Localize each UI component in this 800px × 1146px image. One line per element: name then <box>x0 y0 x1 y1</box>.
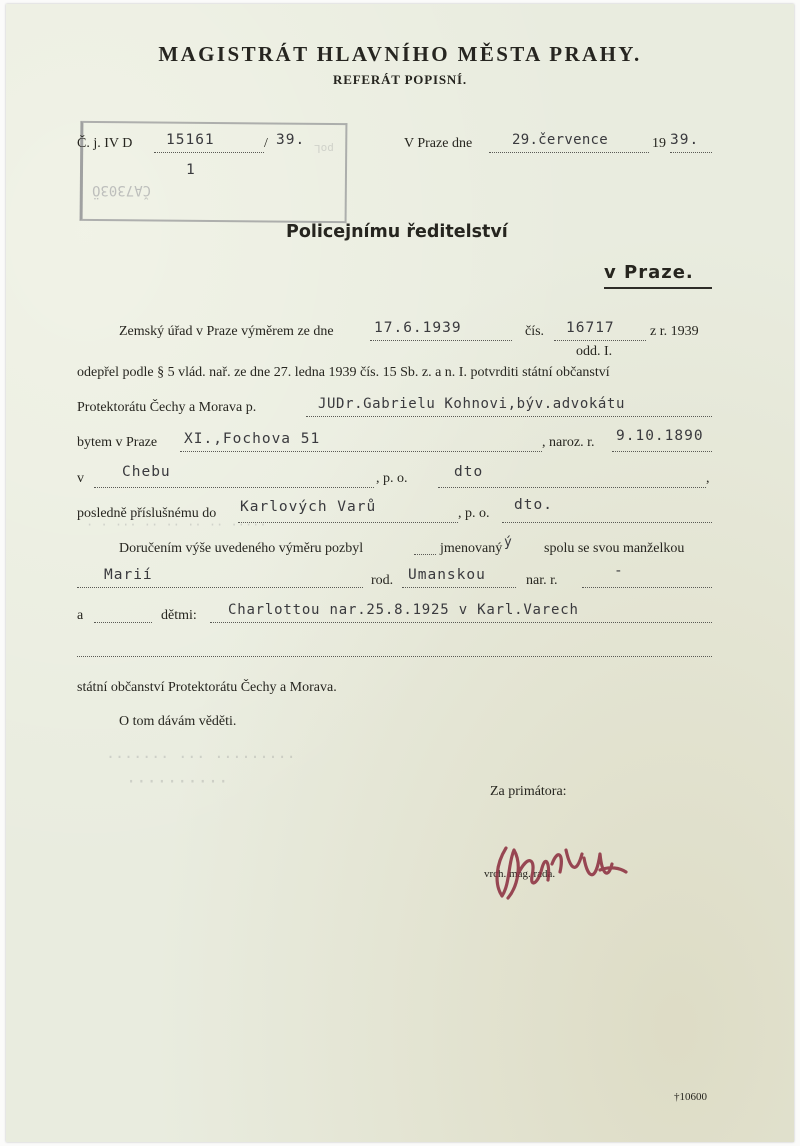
domicile-po-line <box>502 522 712 523</box>
children-label: dětmi: <box>161 608 197 623</box>
decision-date-line <box>370 340 512 341</box>
signature-title: vrch. mag. rada. <box>484 868 556 880</box>
wife-rod-label: rod. <box>371 573 394 588</box>
gender-suffix: ý <box>504 535 513 550</box>
wife-birth: - <box>614 563 624 579</box>
decision-number: 16717 <box>566 320 615 336</box>
addressee-line2: v Praze. <box>604 262 694 283</box>
body-p1-b: čís. <box>525 324 545 339</box>
body-p1-line2: odepřel podle § 5 vlád. nař. ze dne 27. ledna 1939 čís. 15 Sb. z. a n. I. potvrditi státní občanství <box>77 365 610 380</box>
wife-birth-line <box>582 587 712 588</box>
body-p1-line6a: posledně příslušnému do <box>77 506 217 521</box>
body-p1-line4a: bytem v Praze <box>77 435 158 450</box>
ref-separator: / <box>264 136 268 151</box>
residence-line <box>180 451 542 452</box>
domicile: Karlových Varů <box>240 499 377 515</box>
birth-place-line <box>94 487 374 488</box>
page-title: MAGISTRÁT HLAVNÍHO MĚSTA PRAHY. <box>158 42 642 66</box>
children: Charlottou nar.25.8.1925 v Karl.Varech <box>228 602 579 618</box>
date-year-line <box>670 152 712 153</box>
children-line2 <box>77 656 712 657</box>
birth-date-line <box>612 451 712 452</box>
person-name: JUDr.Gabrielu Kohnovi,býv.advokátu <box>318 396 625 412</box>
children-line <box>210 622 712 623</box>
body-p2-end: státní občanství Protektorátu Čechy a Morava. <box>77 680 337 695</box>
p2-dots <box>414 554 436 555</box>
residence: XI.,Fochova 51 <box>184 431 321 447</box>
birth-po: dto <box>454 464 484 480</box>
domicile-po: dto. <box>514 497 553 513</box>
ref-number-line <box>154 152 264 153</box>
wife-birth-label: nar. r. <box>526 573 558 588</box>
domicile-line <box>238 522 458 523</box>
ref-year: 39. <box>276 132 306 148</box>
body-p1-line5b: , p. o. <box>376 471 408 486</box>
body-p2-b: jmenovaný <box>440 541 503 556</box>
ref-number: 15161 <box>166 132 215 148</box>
body-p1-line5a: v <box>77 471 84 486</box>
date-prefix: V Praze dne <box>404 136 473 151</box>
ref-sub: 1 <box>186 162 196 178</box>
body-p1-line6b: , p. o. <box>458 506 490 521</box>
birth-date: 9.10.1890 <box>616 428 704 444</box>
birth-place: Chebu <box>122 464 171 480</box>
ref-label: Č. j. IV D <box>77 136 133 151</box>
wife-maiden-line <box>402 587 516 588</box>
signature-for-label: Za primátora: <box>490 784 567 799</box>
body-p1-c: z r. 1939 <box>650 324 699 339</box>
wife-name-line <box>77 587 363 588</box>
wife-name: Marií <box>104 567 153 583</box>
children-count-line <box>94 622 152 623</box>
addressee-underline <box>604 287 712 289</box>
body-p1-line4b: , naroz. r. <box>542 435 595 450</box>
body-p1-line5c: , <box>706 471 710 486</box>
decision-date: 17.6.1939 <box>374 320 462 336</box>
body-p2-a: Doručením výše uvedeného výměru pozbyl <box>119 541 364 556</box>
addressee-line1: Policejnímu ředitelství <box>286 222 508 242</box>
stamp-text-mirror: poL <box>314 142 334 155</box>
body-p2-c: spolu se svou manželkou <box>544 541 685 556</box>
body-p3: O tom dávám věděti. <box>119 714 237 729</box>
department: odd. I. <box>576 344 613 359</box>
children-and-label: a <box>77 608 84 623</box>
date-line <box>489 152 649 153</box>
birth-po-line <box>438 487 706 488</box>
wife-maiden-name: Umanskou <box>408 567 486 583</box>
form-number: †10600 <box>674 1091 707 1103</box>
bleed-through-text: · · ··· ·· ·· ·· ·· ····· <box>86 518 267 532</box>
body-p1-line3: Protektorátu Čechy a Morava p. <box>77 400 257 415</box>
date-day-month: 29.července <box>512 132 609 148</box>
document-page <box>6 4 794 1142</box>
body-p1-a: Zemský úřad v Praze výměrem ze dne <box>119 324 334 339</box>
person-line <box>306 416 712 417</box>
stamp-text-mirror: ČA7303Ö <box>92 182 152 198</box>
date-century: 19 <box>652 136 666 151</box>
bleed-through-text: ·········· <box>126 772 229 792</box>
handwritten-signature <box>488 824 638 914</box>
bleed-through-text: ······· ··· ········· <box>106 748 296 766</box>
decision-no-line <box>554 340 646 341</box>
page-subtitle: REFERÁT POPISNÍ. <box>333 72 467 87</box>
date-year: 39. <box>670 132 700 148</box>
